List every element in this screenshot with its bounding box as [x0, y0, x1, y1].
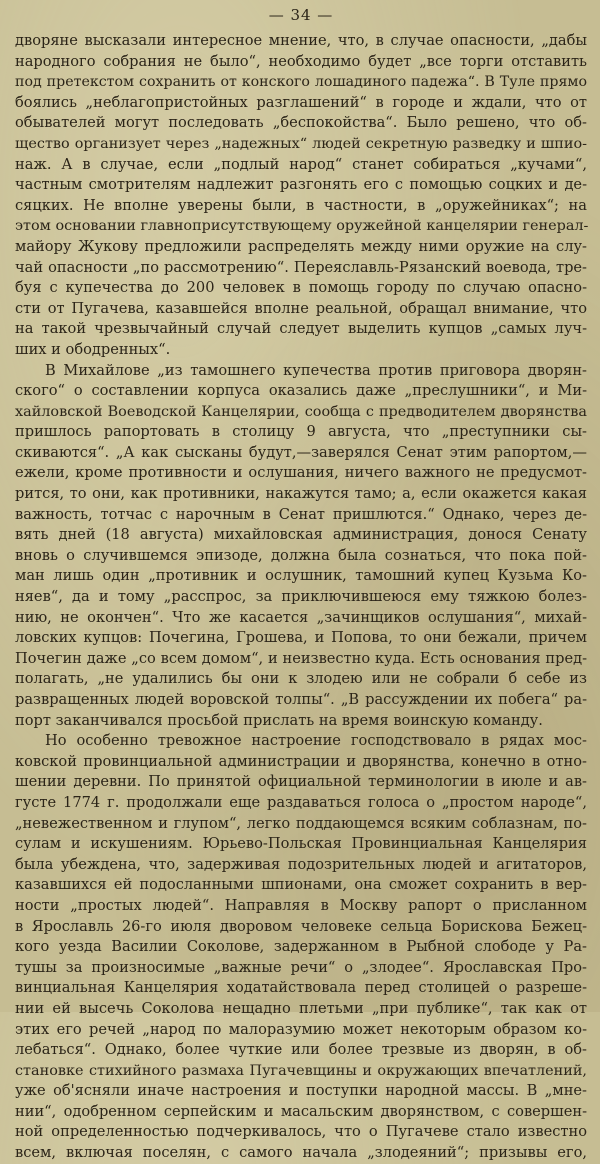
text-line: порт заканчивался просьбой прислать на время воинскую команду. — [15, 711, 543, 729]
text-line: тушы за произносимые „важные речи“ о „злодее“. Ярославская Про- — [15, 958, 587, 976]
text-line: важность, тотчас с нарочным в Сенат пришлются.“ Однако, через де- — [15, 505, 587, 523]
text-line: вновь о случившемся эпизоде, должна была сознаться, что пока пой- — [15, 546, 587, 564]
text-line: щество организует через „надежных“ людей секретную разведку и шпио- — [15, 135, 587, 152]
text-line: ной определенностью подчеркивалось, что о Пугачеве стало известно — [15, 1123, 587, 1141]
text-line: уже об'ясняли иначе настроения и поступки народной массы. В „мне- — [15, 1082, 587, 1100]
text-line: „невежественном и глупом“, легко поддающемся всяким соблазнам, по- — [15, 814, 587, 832]
text-line: Но особенно тревожное настроение господствовало в рядах мос- — [45, 732, 587, 750]
text-line: дворяне высказали интересное мнение, что, в случае опасности, „дабы — [15, 32, 587, 49]
text-line: винциальная Канцелярия ходатайствовала перед столицей о разреше- — [15, 979, 587, 997]
text-line: нии ей высечь Соколова нещадно плетьми „при публике“, так как от — [15, 999, 587, 1017]
text-body — [15, 31, 587, 1164]
text-line: обывателей могут последовать „беспокойства“. Было решено, что об- — [15, 114, 587, 132]
text-line: становке стихийного размаха Пугачевщины и окружающих впечатлений, — [15, 1062, 587, 1079]
text-line: ман лишь один „противник и ослушник, тамошний купец Кузьма Ко- — [15, 567, 587, 585]
text-line: ского“ о составлении корпуса оказались даже „преслушники“, и Ми- — [15, 382, 587, 400]
text-line: нии“, одобренном серпейским и масальским дворянством, с совершен- — [15, 1102, 587, 1120]
text-line: ежели, кроме противности и ослушания, ничего важного не предусмот- — [15, 464, 587, 482]
text-line: частным смотрителям надлежит разгонять его с помощью соцких и де- — [15, 176, 587, 194]
text-line: скиваются“. „А как сысканы будут,—заверялся Сенат этим рапортом,— — [15, 443, 587, 461]
text-line: этом основании главноприсутствующему оружейной канцелярии генерал- — [15, 218, 589, 235]
text-line: ловских купцов: Почегина, Грошева, и Попова, то они бежали, причем — [15, 629, 587, 647]
text-line: полагать, „не удалились бы они к злодею или не собрали б себе из — [15, 670, 587, 688]
text-line: сяцких. Не вполне уверены были, в частности, в „оружейниках“; на — [15, 196, 587, 214]
text-line: лебаться“. Однако, более чуткие или более трезвые из дворян, в об- — [15, 1041, 587, 1059]
text-line: боялись „неблагопристойных разглашений“ в городе и ждали, что от — [15, 93, 587, 111]
text-line: развращенных людей воровской толпы“. „В рассуждении их побега“ ра- — [15, 691, 587, 708]
text-line: няев“, да и тому „расспрос, за приключившеюся ему тяжкою болез- — [15, 588, 587, 606]
text-line: этих его речей „народ по малоразумию может некоторым образом ко- — [15, 1020, 587, 1038]
text-line: чай опасности „по рассмотрению“. Переяславль-Рязанский воевода, тре- — [15, 258, 587, 276]
text-line: кого уезда Василии Соколове, задержанном в Рыбной слободе у Ра- — [15, 938, 587, 956]
text-line: хайловской Воеводской Канцелярии, сообща с предводителем дворянства — [15, 403, 587, 420]
text-line: густе 1774 г. продолжали еще раздаваться голоса о „простом народе“, — [15, 793, 587, 811]
text-line: наж. А в случае, если „подлый народ“ станет собираться „кучами“, — [15, 155, 587, 173]
text-line: Почегин даже „со всем домом“, и неизвестно куда. Есть основания пред- — [15, 649, 587, 667]
text-line: буя с купечества до 200 человек в помощь городу по случаю опасно- — [15, 279, 587, 297]
text-line: нию, не окончен“. Что же касается „зачинщиков ослушания“, михай- — [15, 608, 587, 626]
text-line: ших и ободренных“. — [15, 340, 171, 358]
text-line: рится, то они, как противники, накажутся тамо; а, ecли окажется какая — [15, 485, 587, 503]
text-line: сти от Пугачева, казавшейся вполне реальной, обращал внимание, что — [15, 299, 587, 317]
text-line: пришлось рапортовать в столицу 9 августа, что „преступники сы- — [15, 423, 587, 441]
text-line: В Михайлове „из тамошнего купечества против приговора дворян- — [45, 361, 587, 379]
text-line: в Ярославль 26-го июля дворовом человеке сельца Борискова Бежец- — [15, 917, 587, 935]
text-line: всем, включая поселян, с самого начала „злодеяний“; призывы его, — [15, 1144, 587, 1162]
text-line: ковской провинциальной администрации и дворянства, конечно в отно- — [15, 752, 587, 770]
text-line: шении деревни. По принятой официальной терминологии в июле и ав- — [15, 773, 587, 791]
text-line: сулам и искушениям. Юрьево-Польская Провинциальная Канцелярия — [15, 835, 587, 853]
text-line: народного собрания не было“, необходимо будет „все торги отставить — [15, 52, 587, 70]
page-number: — 34 — — [268, 6, 334, 24]
text-line: вять дней (18 августа) михайловская администрация, донося Сенату — [15, 526, 587, 544]
text-line: была убеждена, что, задерживая подозрительных людей и агитаторов, — [15, 855, 587, 873]
text-line: казавшихся ей подосланными шпионами, она сможет сохранить в вер- — [15, 876, 587, 894]
text-line: ности „простых людей“. Направляя в Москву рапорт о присланном — [15, 896, 587, 914]
text-line: майору Жукову предложили распределять между ними оружие на слу- — [15, 237, 587, 255]
text-line: на такой чрезвычайный случай следует выделить купцов „самых луч- — [15, 320, 587, 338]
text-line: под претекстом сохранить от конского лошадиного падежа“. В Туле прямо — [15, 74, 587, 91]
